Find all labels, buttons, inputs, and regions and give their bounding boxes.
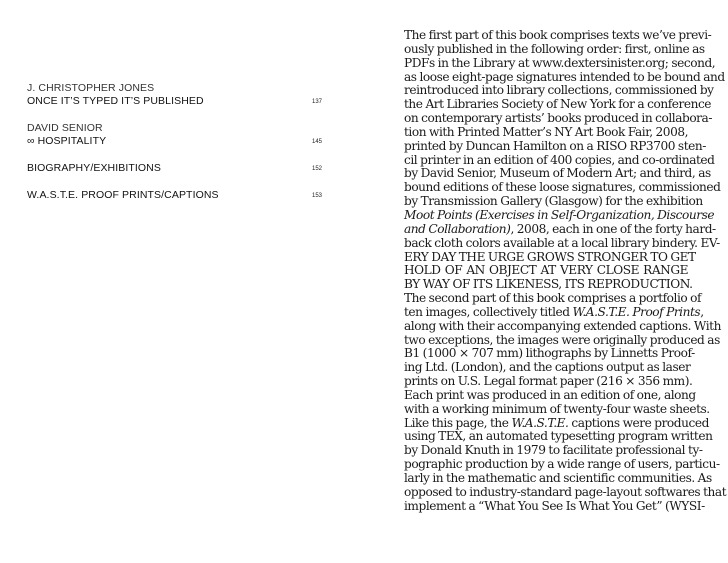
toc-page-number: 145	[312, 139, 323, 145]
body-line: opposed to industry-standard page-layout softwares that	[404, 484, 727, 499]
body-text-column	[404, 28, 727, 514]
body-line-caps: ERY DAY THE URGE GROWS STRONGER TO GET	[404, 249, 696, 264]
body-line: tion with Printed Matter’s NY Art Book Fair, 2008,	[404, 124, 689, 139]
body-line: bound editions of these loose signatures, commissioned	[404, 180, 721, 195]
body-line: ten images, collectively titled W.A.S.T.E. Proof Prints,	[404, 304, 704, 319]
body-line: by Transmission Gallery (Glasgow) for the exhibition	[404, 194, 703, 209]
body-line: Each print was produced in an edition of one, along	[404, 387, 696, 402]
toc-title-biography[interactable]: BIOGRAPHY/EXHIBITIONS	[27, 162, 161, 174]
toc-page-number: 153	[312, 193, 323, 199]
toc-author-senior: DAVID SENIOR	[27, 122, 103, 134]
body-line: larly in the mathematic and scientific communities. As	[404, 471, 712, 485]
body-line: prints on U.S. Legal format paper (216 × 356 mm).	[404, 374, 693, 389]
body-line: PDFs in the Library at www.dextersinister.org; second,	[404, 55, 716, 70]
body-line: along with their accompanying extended captions. With	[404, 318, 721, 333]
body-line-italic: and Collaboration), 2008, each in one of the forty hard-	[404, 221, 716, 236]
toc-title-hospitality[interactable]: ∞ HOSPITALITY	[27, 135, 107, 147]
body-line: pographic production by a wide range of users, particu-	[404, 457, 720, 472]
body-line-caps: HOLD OF AN OBJECT AT VERY CLOSE RANGE	[404, 263, 688, 278]
body-line: printed by Duncan Hamilton on a RISO RP3700 sten-	[404, 138, 706, 153]
body-line: the Art Libraries Society of New York for a conference	[404, 97, 712, 112]
body-line: using TEX, an automated typesetting program written	[404, 429, 713, 444]
body-line: on contemporary artists’ books produced in collabora-	[404, 111, 712, 126]
body-line-italic: Moot Points (Exercises in Self-Organization, Discourse	[404, 207, 715, 222]
body-line: two exceptions, the images were originally produced as	[404, 332, 720, 347]
toc-page-number: 137	[312, 99, 323, 105]
body-line: Like this page, the W.A.S.T.E. captions were produced	[404, 415, 709, 430]
body-line: by David Senior, Museum of Modern Art; and third, as	[404, 166, 711, 181]
toc-title-once-typed[interactable]: ONCE IT’S TYPED IT’S PUBLISHED	[27, 95, 204, 107]
body-line: reintroduced into library collections, commissioned by	[404, 83, 714, 98]
body-line: with a working minimum of twenty-four waste sheets.	[404, 401, 710, 416]
body-line: The second part of this book comprises a portfolio of	[404, 291, 702, 306]
body-line: ously published in the following order: first, online as	[404, 41, 705, 56]
toc-title-waste-proof-prints[interactable]: W.A.S.T.E. PROOF PRINTS/CAPTIONS	[27, 189, 219, 201]
table-of-contents	[27, 0, 327, 563]
toc-page-number: 152	[312, 166, 323, 172]
body-line: ing Ltd. (London), and the captions output as laser	[404, 360, 691, 375]
body-line: cil printer in an edition of 400 copies, and co-ordinated	[404, 152, 715, 167]
body-line-caps: BY WAY OF ITS LIKENESS, ITS REPRODUCTION.	[404, 277, 693, 292]
body-line: B1 (1000 × 707 mm) lithographs by Linnetts Proof-	[404, 346, 695, 361]
body-line: implement a “What You See Is What You Get” (WYSI-	[404, 498, 705, 513]
body-line: as loose eight-page signatures intended to be bound and	[404, 69, 725, 84]
body-line: back cloth colors available at a local library bindery. EV-	[404, 235, 720, 250]
body-line: The first part of this book comprises texts we’ve previ-	[404, 28, 712, 42]
toc-author-jones: J. CHRISTOPHER JONES	[27, 82, 155, 94]
body-line: by Donald Knuth in 1979 to facilitate professional ty-	[404, 443, 703, 458]
